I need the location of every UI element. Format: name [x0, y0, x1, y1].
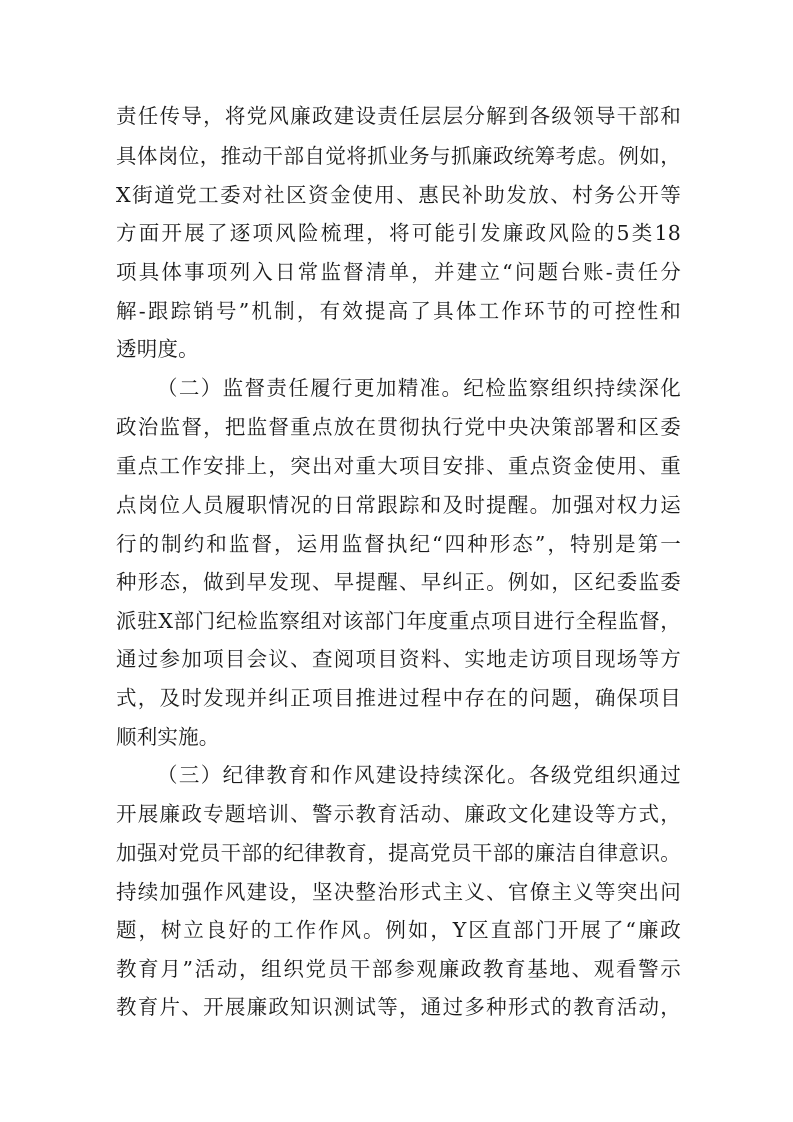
- text-line: 开展廉政专题培训、警示教育活动、廉政文化建设等方式，: [116, 802, 681, 826]
- text-line: 派驻X部门纪检监察组对该部门年度重点项目进行全程监督，: [116, 609, 681, 633]
- text-line: X街道党工委对社区资金使用、惠民补助发放、村务公开等: [116, 183, 681, 207]
- text-line: 种形态，做到早发现、早提醒、早纠正。例如，区纪委监委: [116, 570, 681, 594]
- text-line: 题，树立良好的工作作风。例如，Y区直部门开展了“廉政: [116, 918, 681, 942]
- text-line: 责任传导，将党风廉政建设责任层层分解到各级领导干部和: [116, 104, 681, 128]
- text-line: 通过参加项目会议、查阅项目资料、实地走访项目现场等方: [116, 647, 681, 671]
- text-line: 方面开展了逐项风险梳理，将可能引发廉政风险的5类18: [116, 221, 681, 245]
- text-line: 行的制约和监督，运用监督执纪“四种形态”，特别是第一: [116, 532, 681, 556]
- text-line: 具体岗位，推动干部自觉将抓业务与抓廉政统筹考虑。例如，: [116, 144, 681, 168]
- text-line: 透明度。: [116, 337, 199, 361]
- text-line: 顺利实施。: [116, 725, 220, 749]
- text-line: 重点工作安排上，突出对重大项目安排、重点资金使用、重: [116, 454, 681, 478]
- text-line: （三）纪律教育和作风建设持续深化。各级党组织通过: [157, 763, 681, 787]
- text-line: 式，及时发现并纠正项目推进过程中存在的问题，确保项目: [116, 686, 681, 710]
- text-line: 解-跟踪销号”机制，有效提高了具体工作环节的可控性和: [116, 299, 681, 323]
- text-line: 点岗位人员履职情况的日常跟踪和及时提醒。加强对权力运: [116, 493, 681, 517]
- text-line: （二）监督责任履行更加精准。纪检监察组织持续深化: [157, 376, 681, 400]
- text-line: 教育片、开展廉政知识测试等，通过多种形式的教育活动，: [116, 995, 681, 1019]
- text-line: 项具体事项列入日常监督清单，并建立“问题台账-责任分: [116, 260, 681, 284]
- text-line: 持续加强作风建设，坚决整治形式主义、官僚主义等突出问: [116, 880, 681, 904]
- text-line: 教育月”活动，组织党员干部参观廉政教育基地、观看警示: [116, 957, 681, 981]
- text-line: 加强对党员干部的纪律教育，提高党员干部的廉洁自律意识。: [116, 841, 681, 865]
- text-line: 政治监督，把监督重点放在贯彻执行党中央决策部署和区委: [116, 415, 681, 439]
